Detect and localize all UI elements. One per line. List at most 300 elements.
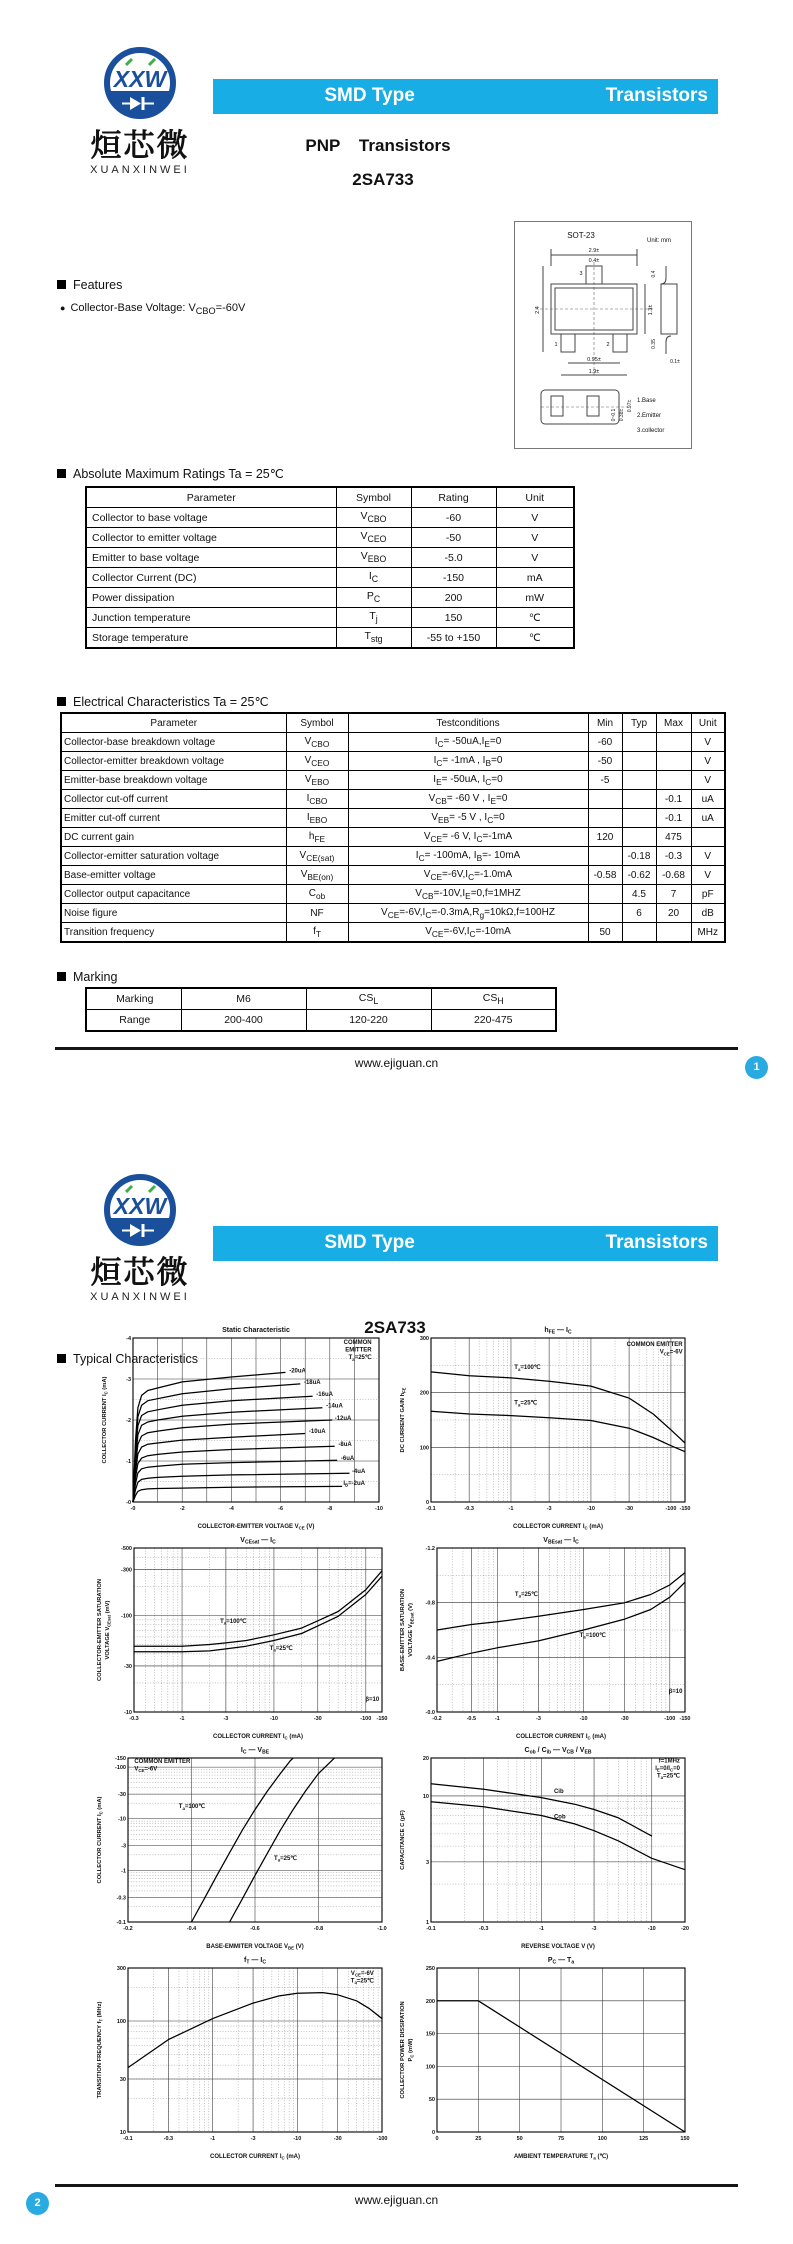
svg-text:-6: -6: [278, 1506, 284, 1512]
header-bar: [213, 79, 718, 114]
svg-text:IB=-2uA: $I_B=-2uA$: [343, 1480, 365, 1488]
table-cell: $I_{EBO}$: [286, 809, 348, 828]
table-row: [86, 568, 574, 588]
column-header: Parameter: [86, 487, 336, 508]
svg-text:200: 200: [419, 1390, 429, 1397]
svg-text:-100: -100: [664, 1716, 676, 1722]
svg-text:-1: -1: [121, 1868, 126, 1875]
table-cell: 200: [411, 588, 496, 608]
table-cell: $V_{CE}=-6V,I_C=-0.3mA,R_g=10k\Omega,f=100HZ$: [348, 904, 588, 923]
svg-text:-4: -4: [126, 1336, 131, 1342]
svg-text:10: 10: [119, 2130, 126, 2136]
table-row: [86, 588, 574, 608]
page-number-badge: 1: [745, 1056, 768, 1079]
table-cell: $V_{CE}=-6V,I_C=-10mA$: [348, 923, 588, 943]
table-cell: $V_{CBO}$: [336, 508, 411, 528]
svg-text:-0.1: -0.1: [426, 1506, 436, 1512]
svg-text:-10: -10: [375, 1506, 383, 1512]
table-cell: [656, 771, 691, 790]
brand-name-chinese: 烜芯微: [90, 1255, 190, 1290]
svg-text:-3: -3: [250, 2136, 256, 2142]
table-cell: $V_{CE}= -6$ V, $I_C=-1mA$: [348, 828, 588, 847]
svg-text:-300: -300: [120, 1567, 132, 1574]
svg-text:150: 150: [680, 2136, 690, 2142]
svg-text:DC CURRENT GAIN hFE: DC CURRENT GAIN $h_{FE}$: [400, 1387, 407, 1453]
svg-text:-8uA: -8uA: [338, 1441, 352, 1448]
svg-text:-20uA: -20uA: [289, 1368, 306, 1375]
svg-text:-2: -2: [179, 1506, 185, 1512]
table-cell: $V_{CB}=-10V,I_E=0,f=1MHZ$: [348, 885, 588, 904]
table-cell: -150: [411, 568, 496, 588]
svg-text:VBEsat — IC: $V_{BEsat}$ — $I_C$: [543, 1537, 579, 1546]
svg-text:150: 150: [425, 2031, 435, 2038]
svg-text:VOLTAGE VBEsat (V): VOLTAGE $V_{BEsat}$ (V): [408, 1603, 415, 1657]
table-cell: Noise figure: [61, 904, 286, 923]
table-cell: [588, 904, 622, 923]
svg-text:125: 125: [639, 2136, 649, 2142]
table-cell: NF: [286, 904, 348, 923]
svg-text:-3: -3: [591, 1926, 597, 1932]
svg-text:-1: -1: [210, 2136, 216, 2142]
typical-characteristics-heading: Typical Characteristics: [57, 1352, 198, 1366]
table-cell: [588, 790, 622, 809]
table-cell: [622, 790, 656, 809]
svg-text:-0.8: -0.8: [425, 1600, 435, 1607]
table-header-row: [61, 713, 725, 733]
svg-text:-30: -30: [313, 1716, 322, 1722]
table-row: [61, 904, 725, 923]
column-header: Typ: [622, 713, 656, 733]
svg-text:COMMON EMITTER: COMMON EMITTER: [626, 1342, 683, 1349]
svg-text:2.9±: 2.9±: [588, 248, 600, 254]
svg-text:1: 1: [554, 342, 558, 348]
table-cell: 7: [656, 885, 691, 904]
table-cell: $V_{BE(on)}$: [286, 866, 348, 885]
column-header: Testconditions: [348, 713, 588, 733]
package-dimension-labels: [535, 231, 680, 434]
svg-text:-0.1: -0.1: [123, 2136, 133, 2142]
svg-text:Ta=25℃: $T_a=25℃$: [269, 1645, 293, 1653]
table-cell: $f_T$: [286, 923, 348, 943]
table-header-row: [86, 487, 574, 508]
table-cell: V: [496, 508, 574, 528]
column-header: Unit: [496, 487, 574, 508]
feature-text: Collector-Base Voltage: $V_{CBO}=-60V$: [70, 302, 246, 317]
table-cell: Emitter to base voltage: [86, 548, 336, 568]
table-cell: dB: [691, 904, 725, 923]
table-cell: uA: [691, 790, 725, 809]
table-row: [61, 866, 725, 885]
svg-text:-10: -10: [579, 1716, 588, 1722]
svg-text:Ta=25℃: $T_a=25℃$: [348, 1355, 372, 1362]
table-cell: $V_{CB}= -60$ V , $I_E=0$: [348, 790, 588, 809]
svg-text:-3: -3: [536, 1716, 541, 1722]
table-cell: $P_C$: [336, 588, 411, 608]
table-row: [86, 508, 574, 528]
table-cell: [622, 771, 656, 790]
svg-text:Unit: mm: Unit: mm: [647, 238, 671, 244]
svg-text:PC — Ta: $P_C$ — $T_a$: [547, 1957, 575, 1966]
svg-text:-500: -500: [120, 1546, 132, 1552]
svg-text:BASE-EMMITER VOLTAGE VBE (: BASE-EMMITER VOLTAGE $V_{BE}$ (V): [206, 1944, 304, 1950]
table-cell: [691, 828, 725, 847]
part-number: 2SA733: [352, 170, 414, 189]
table-row: [86, 548, 574, 568]
table-cell: $V_{EBO}$: [336, 548, 411, 568]
svg-text:-10: -10: [269, 1716, 278, 1722]
part-number: 2SA733: [364, 1318, 426, 1337]
table-cell: 475: [656, 828, 691, 847]
table-cell: $h_{FE}$: [286, 828, 348, 847]
svg-text:COLLECTOR CURRENT IC (mA): COLLECTOR CURRENT $I_C$ (mA): [212, 1734, 304, 1740]
table-row: [86, 988, 556, 1010]
table-cell: Emitter-base breakdown voltage: [61, 771, 286, 790]
table-cell: Emitter cut-off current: [61, 809, 286, 828]
table-cell: M6: [181, 988, 306, 1010]
chart-vbesat-vs-ic: [397, 1534, 699, 1740]
table-cell: Base-emitter voltage: [61, 866, 286, 885]
absolute-maximum-ratings-table: [85, 486, 575, 649]
table-cell: -5: [588, 771, 622, 790]
svg-text:-4uA: -4uA: [351, 1468, 366, 1475]
svg-text:25: 25: [475, 2136, 482, 2142]
table-cell: $I_C= -1mA$ , $I_B=0$: [348, 752, 588, 771]
table-cell: $V_{CE}=-6V,I_C=-1.0mA$: [348, 866, 588, 885]
svg-text:COLLECTOR CURRENT IC (mA): COLLECTOR CURRENT $I_C$ (mA): [209, 2154, 301, 2160]
table-cell: V: [691, 752, 725, 771]
svg-text:Ta=100℃: $T_a=100℃$: [220, 1618, 247, 1626]
svg-text:XXW: XXW: [113, 1193, 167, 1219]
marking-table: [85, 987, 557, 1032]
svg-text:-0.3: -0.3: [478, 1926, 489, 1932]
svg-text:IC — VBE: $I_C$ — $V_{BE}$: [240, 1747, 270, 1756]
table-cell: -0.1: [656, 790, 691, 809]
table-cell: 200-400: [181, 1010, 306, 1032]
table-cell: DC current gain: [61, 828, 286, 847]
header-smd-type: SMD Type: [324, 85, 415, 106]
svg-text:-1: -1: [126, 1459, 131, 1465]
table-row: [86, 528, 574, 548]
svg-text:SOT-23: SOT-23: [567, 231, 595, 240]
table-cell: $I_C$: [336, 568, 411, 588]
svg-text:2.4: 2.4: [535, 306, 541, 314]
column-header: Rating: [411, 487, 496, 508]
svg-text:-10: -10: [293, 2136, 302, 2142]
svg-text:VCE=-6V: $V_{CE}=-6V$: [350, 1970, 374, 1978]
svg-text:COLLECTOR CURRENT IC (mA): COLLECTOR CURRENT $I_C$ (mA): [515, 1734, 607, 1740]
svg-text:-10: -10: [647, 1926, 656, 1932]
svg-text:-16uA: -16uA: [316, 1392, 333, 1399]
svg-text:-1.0: -1.0: [377, 1926, 387, 1932]
table-cell: Collector to base voltage: [86, 508, 336, 528]
table-cell: -55 to +150: [411, 628, 496, 649]
table-row: [61, 923, 725, 943]
svg-text:Ta=25℃: $T_a=25℃$: [350, 1978, 374, 1986]
svg-text:300: 300: [419, 1336, 429, 1342]
table-cell: -50: [588, 752, 622, 771]
table-cell: V: [496, 548, 574, 568]
brand-name-english: XUANXINWEI: [90, 1290, 190, 1303]
table-row: [86, 608, 574, 628]
svg-text:-30: -30: [333, 2136, 342, 2142]
svg-text:50: 50: [516, 2136, 523, 2142]
column-header: Max: [656, 713, 691, 733]
table-cell: V: [691, 733, 725, 752]
svg-text:-3: -3: [121, 1843, 126, 1850]
svg-text:200: 200: [425, 1998, 435, 2005]
svg-text:-0.2: -0.2: [123, 1926, 133, 1932]
svg-text:-100: -100: [360, 1716, 372, 1722]
table-cell: $CS_L$: [306, 988, 431, 1010]
table-cell: $V_{CEO}$: [286, 752, 348, 771]
device-type-title: PNP Transistors: [305, 136, 451, 155]
svg-text:1.9±: 1.9±: [588, 369, 600, 375]
table-cell: $C_{ob}$: [286, 885, 348, 904]
svg-text:-6uA: -6uA: [340, 1455, 355, 1462]
table-cell: V: [691, 771, 725, 790]
table-cell: [656, 752, 691, 771]
svg-text:AMBIENT TEMPERATURE Ta (℃): AMBIENT TEMPERATURE $T_a$ (℃): [513, 2154, 609, 2160]
chart-capacitance-vs-voltage: [397, 1744, 699, 1950]
svg-text:-30: -30: [620, 1716, 629, 1722]
header-smd-type: SMD Type: [324, 1232, 415, 1253]
svg-text:CAPACITANCE C (pF): CAPACITANCE C (pF): [400, 1810, 406, 1870]
table-cell: $V_{EB}= -5$ V , $I_C=0$: [348, 809, 588, 828]
table-cell: -50: [411, 528, 496, 548]
footer-rule: [55, 1047, 738, 1050]
svg-text:100: 100: [116, 2018, 126, 2025]
chart-static-characteristic: [99, 1324, 393, 1530]
table-cell: $I_C= -50uA,I_E=0$: [348, 733, 588, 752]
table-cell: [622, 733, 656, 752]
table-row: [61, 752, 725, 771]
table-cell: -0.3: [656, 847, 691, 866]
table-cell: $V_{CE(sat)}$: [286, 847, 348, 866]
table-cell: -0.58: [588, 866, 622, 885]
bullet-icon: ●: [60, 303, 66, 313]
svg-text:-0.0: -0.0: [425, 1710, 435, 1716]
svg-text:REVERSE VOLTAGE V (V): REVERSE VOLTAGE V (V): [521, 1944, 595, 1950]
table-cell: $V_{CEO}$: [336, 528, 411, 548]
table-row: [61, 790, 725, 809]
table-cell: -60: [588, 733, 622, 752]
svg-text:250: 250: [425, 1966, 435, 1972]
svg-text:-3: -3: [546, 1506, 552, 1512]
svg-text:β=10: β=10: [668, 1688, 683, 1695]
svg-text:0.4±: 0.4±: [588, 258, 600, 264]
svg-text:-10: -10: [586, 1506, 595, 1512]
table-cell: $T_{stg}$: [336, 628, 411, 649]
svg-text:2: 2: [606, 342, 610, 348]
logo-icon: [97, 1172, 183, 1250]
table-cell: mW: [496, 588, 574, 608]
svg-text:-4: -4: [228, 1506, 234, 1512]
svg-text:10: 10: [422, 1793, 429, 1800]
svg-text:-3: -3: [223, 1716, 229, 1722]
svg-text:-0.4: -0.4: [425, 1655, 435, 1662]
chart-ic-vs-vbe: [94, 1744, 396, 1950]
feature-item: [60, 302, 245, 316]
page-number-badge: 2: [26, 2192, 49, 2215]
svg-text:-1: -1: [508, 1506, 514, 1512]
svg-text:0: 0: [431, 2130, 435, 2136]
svg-text:-1: -1: [538, 1926, 544, 1932]
table-cell: -0.18: [622, 847, 656, 866]
svg-text:-10: -10: [124, 1710, 132, 1716]
table-cell: [588, 885, 622, 904]
svg-text:-30: -30: [124, 1663, 132, 1670]
svg-text:PC (mW): $P_C$ (mW): [408, 2038, 415, 2062]
svg-text:50: 50: [428, 2097, 435, 2104]
svg-text:0: 0: [435, 2136, 439, 2142]
table-cell: V: [691, 866, 725, 885]
svg-text:COMMON: COMMON: [343, 1340, 372, 1347]
table-cell: Collector Current (DC): [86, 568, 336, 588]
svg-text:-0.5: -0.5: [466, 1716, 477, 1722]
svg-text:-0.6: -0.6: [250, 1926, 260, 1932]
table-row: [61, 771, 725, 790]
header-transistors: Transistors: [605, 1232, 708, 1253]
svg-text:TRANSITION FREQUENCY fT (M: TRANSITION FREQUENCY $f_T$ (MHz): [97, 2001, 104, 2099]
table-row: [61, 828, 725, 847]
company-logo: [55, 1172, 225, 1303]
svg-text:VCE=-6V: $V_{CE}=-6V$: [659, 1349, 683, 1357]
svg-text:-0.1: -0.1: [426, 1926, 436, 1932]
table-cell: [622, 752, 656, 771]
header-transistors: Transistors: [605, 85, 708, 106]
svg-text:Static Characteristic: Static Characteristic: [222, 1327, 290, 1334]
svg-text:-0.4: -0.4: [186, 1926, 197, 1932]
website-url[interactable]: www.ejiguan.cn: [354, 1056, 439, 1070]
svg-text:-8: -8: [327, 1506, 333, 1512]
svg-text:-150: -150: [679, 1716, 691, 1722]
svg-text:-0.3: -0.3: [116, 1895, 126, 1902]
svg-text:VCEsat — IC: $V_{CEsat}$ — $I_C$: [240, 1537, 276, 1546]
column-header: Unit: [691, 713, 725, 733]
table-cell: Junction temperature: [86, 608, 336, 628]
table-cell: Collector output capacitance: [61, 885, 286, 904]
svg-text:-0: -0: [130, 1506, 136, 1512]
brand-name-english: XUANXINWEI: [90, 163, 190, 176]
chart-vcesat-vs-ic: [94, 1534, 396, 1740]
brand-name-chinese: 烜芯微: [90, 128, 190, 163]
table-cell: 120: [588, 828, 622, 847]
svg-text:0.35: 0.35: [651, 339, 657, 349]
table-cell: V: [496, 528, 574, 548]
column-header: Min: [588, 713, 622, 733]
table-cell: [622, 809, 656, 828]
svg-text:0.38±: 0.38±: [619, 408, 625, 422]
company-logo: [55, 45, 225, 176]
svg-text:VCE=-6V: $V_{CE}=-6V$: [134, 1766, 158, 1774]
table-cell: 120-220: [306, 1010, 431, 1032]
features-heading: Features: [57, 278, 122, 292]
table-cell: [588, 809, 622, 828]
svg-text:Ta=25℃: $T_a=25℃$: [514, 1591, 538, 1599]
svg-text:-20: -20: [681, 1926, 689, 1932]
table-cell: Transition frequency: [61, 923, 286, 943]
table-cell: Collector-emitter saturation voltage: [61, 847, 286, 866]
svg-text:COLLECTOR-EMITTER SATURATION: COLLECTOR-EMITTER SATURATION: [97, 1578, 103, 1682]
svg-text:Cob / Cib — VCB / VEB: $C_{ob} / C_{ib}$ — $V_{CB} / V_{EB}$: [524, 1747, 592, 1756]
svg-text:XXW: XXW: [113, 66, 167, 92]
table-cell: Collector-emitter breakdown voltage: [61, 752, 286, 771]
table-cell: [622, 828, 656, 847]
svg-text:-0: -0: [126, 1500, 131, 1506]
website-url[interactable]: www.ejiguan.cn: [354, 2193, 439, 2207]
svg-text:-100: -100: [114, 1765, 126, 1772]
table-cell: Marking: [86, 988, 181, 1010]
svg-text:Ta=25℃: $T_a=25℃$: [656, 1773, 680, 1780]
table-cell: Collector to emitter voltage: [86, 528, 336, 548]
table-cell: $V_{EBO}$: [286, 771, 348, 790]
svg-text:-0.3: -0.3: [464, 1506, 474, 1512]
svg-text:0: 0: [425, 1500, 429, 1506]
svg-text:hFE — IC: $h_{FE}$ — $I_C$: [544, 1327, 572, 1336]
svg-text:Ta=100℃: $T_a=100℃$: [514, 1365, 541, 1372]
chart-ft-vs-ic: [94, 1954, 396, 2160]
svg-text:EMITTER: EMITTER: [345, 1347, 372, 1354]
svg-text:Ta=25℃: $T_a=25℃$: [514, 1400, 538, 1408]
table-cell: -5.0: [411, 548, 496, 568]
svg-text:COLLECTOR CURRENT IC (mA): COLLECTOR CURRENT $I_C$ (mA): [97, 1796, 104, 1884]
svg-text:30: 30: [119, 2077, 126, 2084]
table-row: [86, 1010, 556, 1032]
table-cell: $T_j$: [336, 608, 411, 628]
svg-text:3.collector: 3.collector: [637, 428, 665, 434]
marking-heading: Marking: [57, 970, 117, 984]
table-cell: 150: [411, 608, 496, 628]
table-row: [61, 847, 725, 866]
table-row: [61, 733, 725, 752]
svg-text:2.Emitter: 2.Emitter: [637, 413, 662, 419]
svg-text:20: 20: [422, 1756, 429, 1762]
svg-text:IE=0/IC=0: $I_E=0/I_C=0$: [655, 1765, 680, 1773]
column-header: Symbol: [336, 487, 411, 508]
table-cell: V: [691, 847, 725, 866]
table-cell: pF: [691, 885, 725, 904]
table-cell: -0.68: [656, 866, 691, 885]
svg-text:75: 75: [557, 2136, 565, 2142]
table-cell: $I_C= -100mA$, $I_B=-$ 10mA: [348, 847, 588, 866]
table-cell: -60: [411, 508, 496, 528]
svg-text:β=10: β=10: [365, 1697, 380, 1704]
svg-text:-30: -30: [625, 1506, 634, 1512]
table-cell: uA: [691, 809, 725, 828]
table-cell: 220-475: [431, 1010, 556, 1032]
package-outline-drawing: [514, 221, 692, 449]
table-cell: Storage temperature: [86, 628, 336, 649]
svg-text:COLLECTOR CURRENT IC (mA): COLLECTOR CURRENT $I_C$ (mA): [102, 1376, 109, 1464]
svg-text:0~0.1: 0~0.1: [611, 408, 617, 422]
table-cell: $I_{CBO}$: [286, 790, 348, 809]
svg-text:fT — IC: $f_T$ — $I_C$: [244, 1957, 266, 1966]
table-cell: Power dissipation: [86, 588, 336, 608]
svg-text:100: 100: [425, 2064, 435, 2071]
svg-text:COLLECTOR-EMITTER VOLTAGE VC: COLLECTOR-EMITTER VOLTAGE $V_{CE}$ (V): [197, 1524, 315, 1530]
svg-text:-150: -150: [679, 1506, 691, 1512]
table-cell: $V_{CBO}$: [286, 733, 348, 752]
svg-text:-100: -100: [376, 2136, 388, 2142]
svg-text:0.95±: 0.95±: [587, 357, 601, 363]
svg-text:-30: -30: [118, 1792, 126, 1799]
svg-text:0.97±: 0.97±: [627, 399, 633, 413]
table-row: [86, 628, 574, 649]
column-header: Parameter: [61, 713, 286, 733]
table-cell: 50: [588, 923, 622, 943]
svg-text:1: 1: [425, 1920, 429, 1926]
sot23-drawing: [515, 222, 689, 446]
